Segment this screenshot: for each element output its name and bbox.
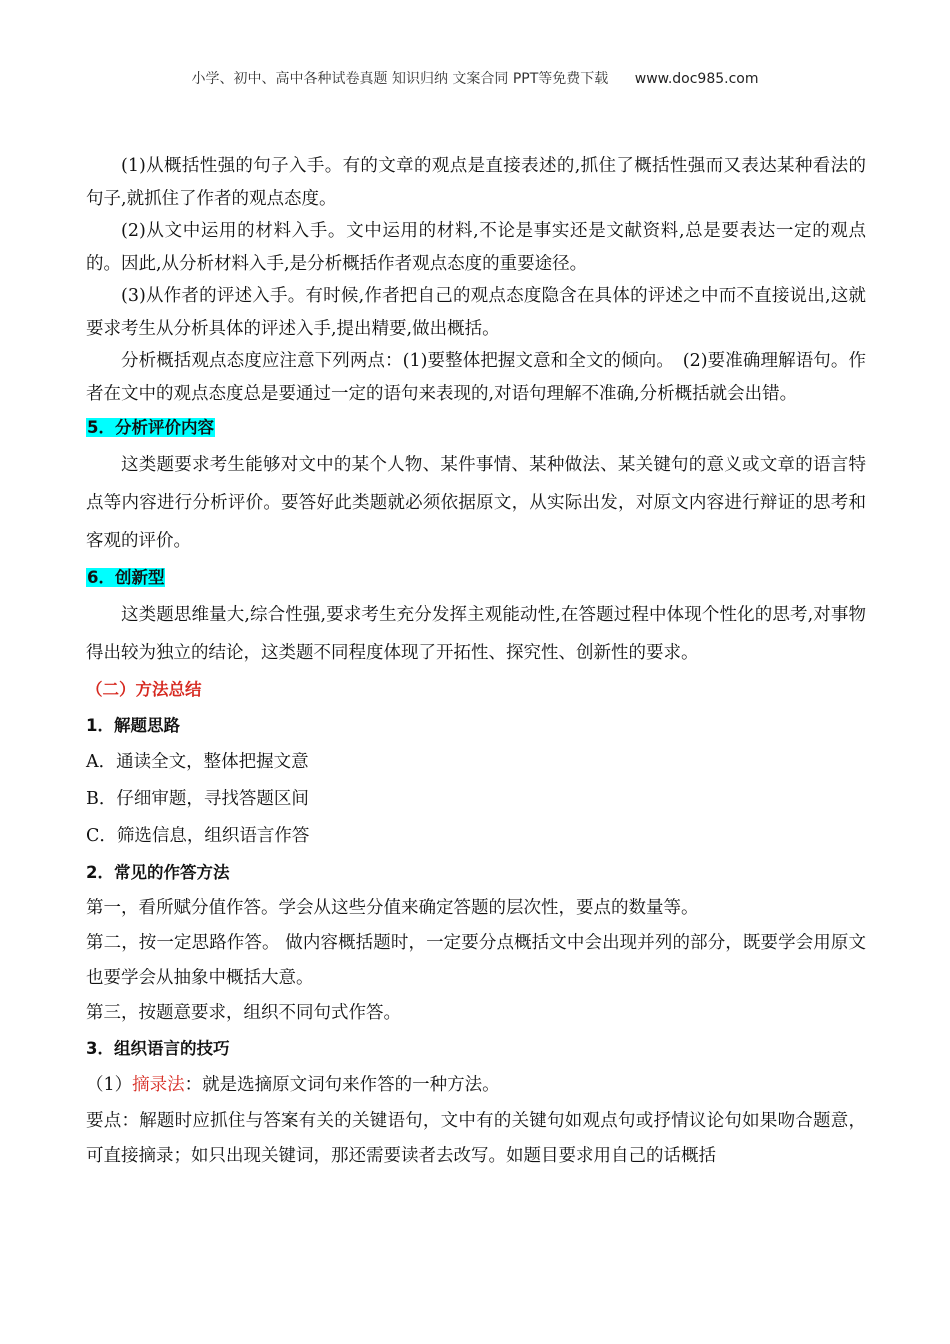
section-6-heading	[86, 562, 866, 594]
header-text: 小学、初中、高中各种试卷真题 知识归纳 文案合同 PPT等免费下载	[191, 71, 609, 87]
technique-item-1	[86, 1067, 866, 1104]
paragraph-1: (1)从概括性强的句子入手。有的文章的观点是直接表述的,抓住了概括性强而又表达某种看法的句子,就抓住了作者的观点态度。	[86, 156, 866, 209]
paragraph-3: (3)从作者的评述入手。有时候,作者把自己的观点态度隐含在具体的评述之中而不直接说出,这就要求考生从分析具体的评述入手,提出精要,做出概括。	[86, 286, 866, 339]
subsection-2-heading: 2．常见的作答方法	[86, 863, 230, 882]
header-url[interactable]: www.doc985.com	[634, 71, 759, 87]
method-item-1: 第一，看所赋分值作答。学会从这些分值来确定答题的层次性，要点的数量等。	[86, 898, 699, 918]
list-item-a: A．通读全文，整体把握文意	[86, 752, 309, 772]
technique-point: 要点：解题时应抓住与答案有关的关键语句，文中有的关键句如观点句或抒情议论句如果吻合题意，可直接摘录；如只出现关键词，那还需要读者去改写。如题目要求用自己的话概括	[86, 1111, 866, 1166]
section-5-heading-text: 5．分析评价内容	[87, 418, 214, 437]
subsection-1-heading: 1．解题思路	[86, 716, 180, 735]
paragraph-2: (2)从文中运用的材料入手。文中运用的材料,不论是事实还是文献资料,总是要表达一定的观点的。因此,从分析材料入手,是分析概括作者观点态度的重要途径。	[86, 221, 866, 274]
page-header	[0, 68, 950, 88]
list-item-c: C．筛选信息，组织语言作答	[86, 826, 310, 846]
list-item-b: B．仔细审题，寻找答题区间	[86, 789, 309, 809]
method-item-2: 第二，按一定思路作答。 做内容概括题时，一定要分点概括文中会出现并列的部分，既要学会用原文也要学会从抽象中概括大意。	[86, 933, 866, 988]
subsection-3-heading: 3．组织语言的技巧	[86, 1039, 230, 1058]
method-heading: （二）方法总结	[86, 680, 202, 699]
paragraph-4: 分析概括观点态度应注意下列两点：(1)要整体把握文意和全文的倾向。 (2)要准确理解语句。作者在文中的观点态度总是要通过一定的语句来表现的,对语句理解不准确,分析概括就会出错。	[86, 351, 866, 404]
section-6-heading-text: 6．创新型	[87, 568, 165, 587]
section-6-body: 这类题思维量大,综合性强,要求考生充分发挥主观能动性,在答题过程中体现个性化的思考,对事物得出较为独立的结论，这类题不同程度体现了开拓性、探究性、创新性的要求。	[86, 605, 866, 663]
section-5-heading	[86, 412, 866, 444]
technique-term: 摘录法	[132, 1075, 185, 1095]
technique-item-1-desc: ：就是选摘原文词句来作答的一种方法。	[184, 1075, 500, 1095]
technique-item-1-prefix: （1）	[86, 1075, 133, 1095]
section-5-body: 这类题要求考生能够对文中的某个人物、某件事情、某种做法、某关键句的意义或文章的语言特点等内容进行分析评价。要答好此类题就必须依据原文，从实际出发，对原文内容进行辩证的思考和客观的评价。	[86, 455, 866, 551]
document-body	[86, 150, 866, 1174]
method-item-3: 第三，按题意要求，组织不同句式作答。	[86, 1003, 401, 1023]
